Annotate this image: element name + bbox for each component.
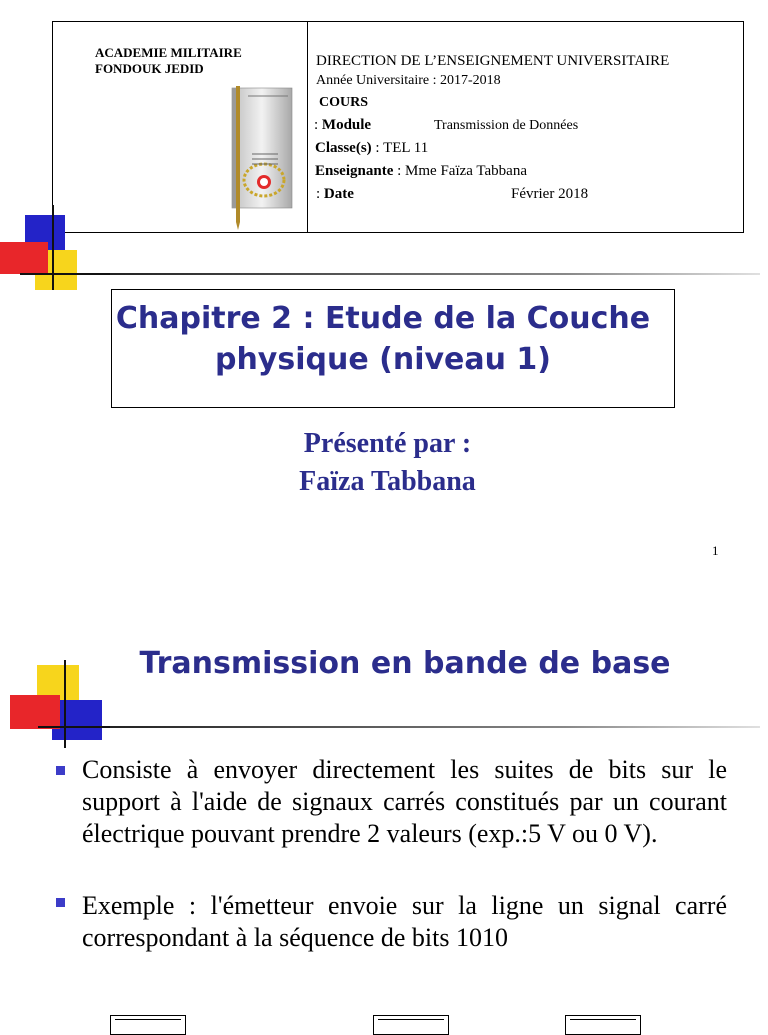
signal-box (110, 1015, 186, 1035)
header-divider (307, 21, 308, 233)
chapter-title-line2: physique (niveau 1) (214, 342, 552, 377)
institution-line1: ACADEMIE MILITAIRE (95, 45, 242, 60)
classes-label: Classe(s) (315, 140, 372, 156)
date-value: Février 2018 (511, 186, 589, 202)
module-line (314, 114, 371, 136)
page-number: 1 (712, 543, 719, 558)
signal-box (373, 1015, 449, 1035)
institution-name (95, 45, 242, 77)
corner-decoration (0, 200, 120, 300)
cours-label: COURS (319, 95, 369, 110)
slide1-divider-line (110, 273, 760, 275)
presenter-name: Faïza Tabbana (299, 466, 476, 497)
module-value: Transmission de Données (434, 118, 579, 133)
enseignante-value: : Mme Faïza Tabbana (393, 163, 527, 179)
slide2-title: Transmission en bande de base (139, 646, 671, 681)
date-prefix: : (316, 186, 324, 202)
bullet-text-2: Exemple : l'émetteur envoie sur la ligne un signal carré correspondant à la séquence de bits 1010 (82, 891, 727, 952)
slide2-divider-line (110, 726, 760, 728)
classes-line (315, 137, 428, 159)
bullet-icon (56, 766, 65, 775)
chapter-title-line1: Chapitre 2 : Etude de la Couche (115, 301, 651, 336)
bullet-icon (56, 898, 65, 907)
classes-value: : TEL 11 (371, 140, 429, 156)
presented-by-label: Présenté par : (303, 428, 472, 459)
year-line: Année Universitaire : 2017-2018 (316, 73, 501, 88)
presenter-block (200, 425, 575, 501)
date-label: Date (323, 186, 354, 202)
date-line (316, 183, 354, 205)
module-prefix: : (314, 117, 322, 133)
direction-line: DIRECTION DE L’ENSEIGNEMENT UNIVERSITAIRE (316, 53, 670, 69)
enseignante-label: Enseignante (315, 163, 394, 179)
signal-box (565, 1015, 641, 1035)
enseignante-line (315, 160, 527, 182)
bullet-text-1: Consiste à envoyer directement les suites de bits sur le support à l'aide de signaux carrés constitués par un courant électrique pouvant prendre 2 valeurs (exp.:5 V ou 0 V). (82, 755, 727, 848)
module-label: Module (321, 117, 372, 133)
chapter-title (111, 298, 655, 380)
institution-line2: FONDOUK JEDID (95, 61, 204, 76)
academy-emblem-icon (222, 84, 300, 230)
